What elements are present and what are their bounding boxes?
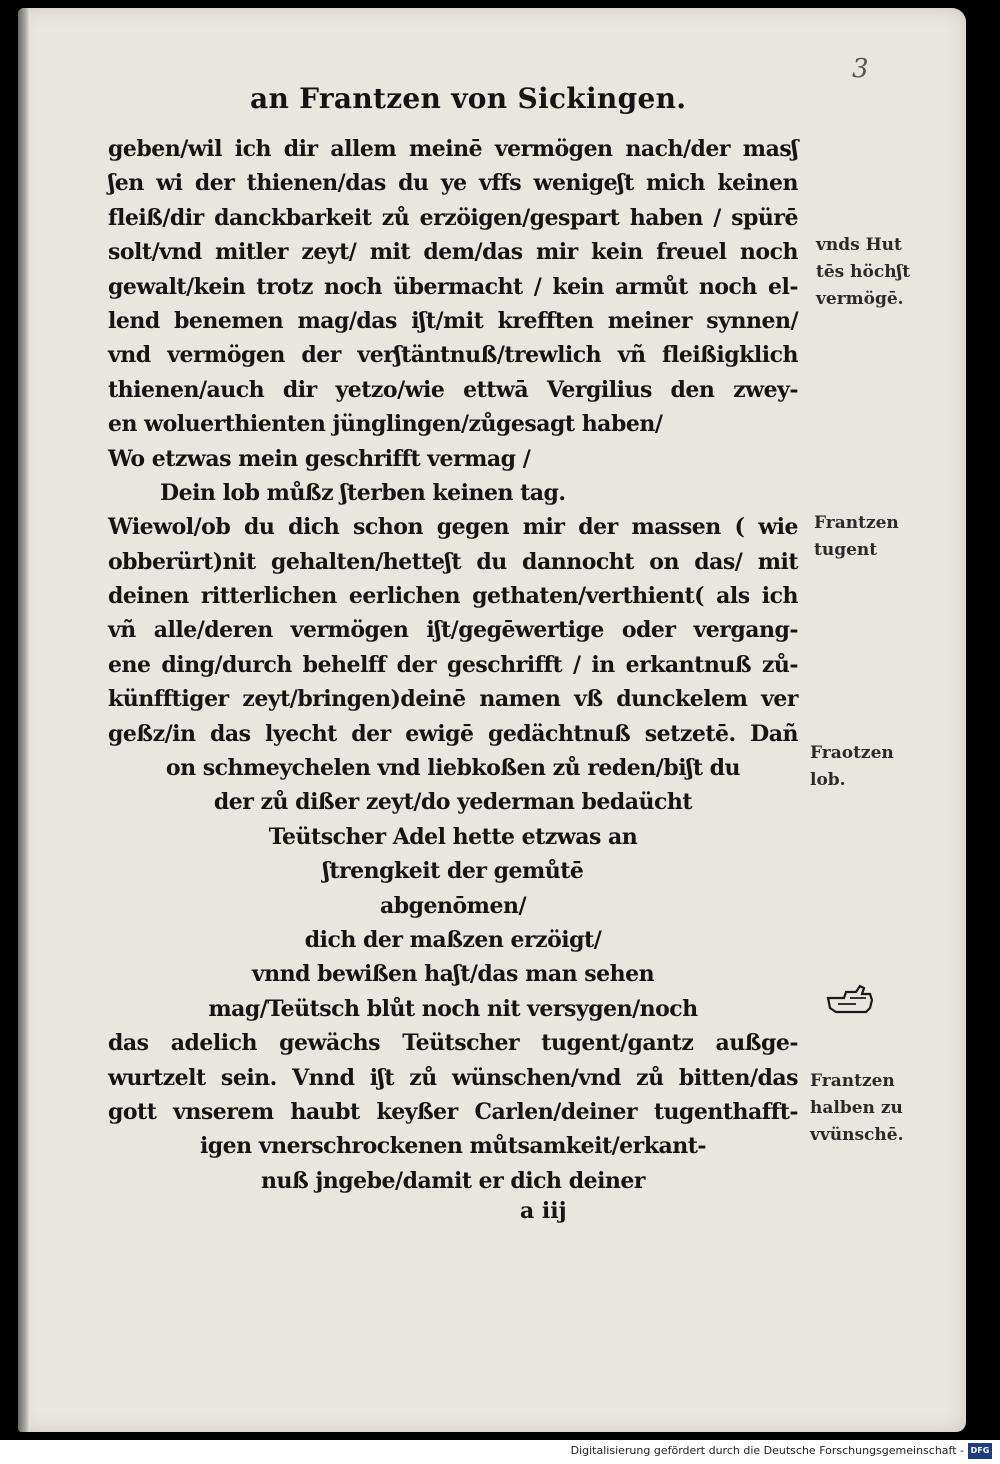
text-line: geßz/in das lyecht der ewigē gedächtnuß setzetē. Dañ: [108, 720, 798, 747]
main-text-block: [108, 132, 798, 1198]
text-line: dich der maßzen erzöigt/: [304, 926, 602, 953]
text-line: Wiewol/ob du dich schon gegen mir der massen ( wie: [108, 514, 798, 541]
marginal-gloss: Fraotzen lob.: [810, 743, 894, 790]
signature-mark: a iij: [520, 1198, 567, 1224]
folio-number: 3: [852, 54, 869, 84]
marginal-gloss: Frantzen tugent: [814, 513, 899, 560]
text-line: Teütscher Adel hette etzwas an: [268, 823, 638, 850]
text-line: vnnd bewißen haʃt/das man sehen: [251, 961, 655, 988]
text-line: deinen ritterlichen eerlichen gethaten/verthient( als ich: [108, 583, 798, 610]
marginal-gloss: vnds Hut tēs höchʃt vermögē.: [816, 235, 911, 309]
text-line: geben/wil ich dir allem meinē vermögen nach/der masʃ: [108, 136, 798, 162]
text-line: gott vnserem haubt keyßer Carlen/deiner tugenthafft-: [108, 1098, 798, 1125]
text-line: on schmeychelen vnd liebkoßen zů reden/biʃt du: [165, 755, 741, 782]
text-line: obberürt)nit gehalten/hetteʃt du dannocht on das/ mit: [108, 548, 798, 575]
text-line: ʃen wi der thienen/das du ye vffs wenigeʃt mich keinen: [108, 170, 798, 197]
dfg-logo: DFG: [968, 1443, 992, 1459]
text-line: gewalt/kein trotz noch übermacht / kein armůt noch el-: [108, 273, 798, 300]
verse-line: Wo etzwas mein geschrifft vermag /: [108, 445, 531, 472]
text-line: lend benemen mag/das iʃt/mit krefften meiner synnen/: [108, 307, 798, 334]
text-line: solt/vnd mitler zeyt/ mit dem/das mir kein freuel noch: [108, 239, 798, 266]
text-line: ene ding/durch behelff der geschrifft / in erkantnuß zů-: [108, 651, 798, 678]
text-line: abgenōmen/: [380, 892, 526, 919]
text-line: mag/Teütsch blůt noch nit versygen/noch: [208, 995, 698, 1022]
pointing-hand-icon: [826, 982, 874, 1018]
text-line: ʃtrengkeit der gemůtē: [322, 858, 584, 885]
digitization-credit: [0, 1440, 1000, 1464]
text-line: vnd vermögen der verʃtäntnuß/trewlich vñ fleißigklich: [108, 342, 798, 369]
text-line: thienen/auch dir yetzo/wie ettwā Vergilius den zwey-: [108, 376, 798, 403]
text-line: nuß jngebe/damit er dich deiner: [260, 1167, 646, 1194]
running-head: an Frantzen von Sickingen.: [250, 82, 687, 115]
text-line: künfftiger zeyt/bringen)deinē namen vß dunckelem ver: [108, 686, 798, 713]
verse-line: Dein lob můßz ʃterben keinen tag.: [160, 479, 566, 506]
text-line: der zů dißer zeyt/do yederman bedaücht: [213, 789, 693, 816]
text-line: en woluerthienten jünglingen/zůgesagt haben/: [108, 411, 663, 438]
text-line: igen vnerschrockenen můtsamkeit/erkant-: [199, 1133, 707, 1160]
credit-text: Digitalisierung gefördert durch die Deutsche Forschungsgemeinschaft -: [570, 1444, 964, 1457]
text-line: wurtzelt sein. Vnnd iʃt zů wünschen/vnd zů bitten/das: [108, 1064, 798, 1091]
marginal-gloss: Frantzen halben zu vvünschē.: [810, 1071, 904, 1145]
text-line: vñ alle/deren vermögen iʃt/gegēwertige oder vergang-: [108, 617, 798, 644]
text-line: das adelich gewächs Teütscher tugent/gantz außge-: [108, 1030, 798, 1057]
text-line: fleiß/dir danckbarkeit zů erzöigen/gespart haben / spürē: [108, 204, 798, 231]
